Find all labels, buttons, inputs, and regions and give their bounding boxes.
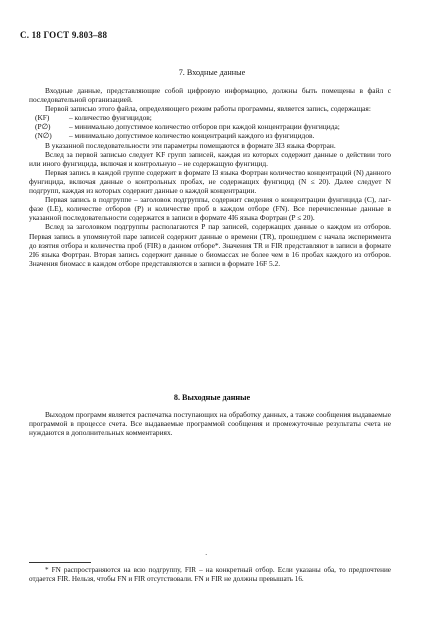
footnote-text: * FN распространяются на всю подгруппу, FIR – на конкретный отбор. Если указаны оба, то предпочтение отдается FIR. Нельзя, чтобы FN и FIR отсутствовали. FN и FIR не должны превышать 16. xyxy=(29,566,391,584)
paragraph: Первой записью этого файла, определяющего режим работы программы, является запись, содержащая: xyxy=(45,104,371,114)
list-item-desc: – минимально допустимое количество отборов при каждой концентрации фунгицида; xyxy=(69,122,340,132)
list-item-key: (KF) xyxy=(35,113,50,123)
list-item xyxy=(29,131,391,140)
section-8-title: 8. Выходные данные xyxy=(173,393,251,402)
list-item-key: (P∅) xyxy=(35,122,51,132)
paragraph: Вслед за заголовком подгруппы располагаются P пар записей, содержащих данные о каждом из отборов. Первая запись в упомянутой паре записей содержит данные о времени (TR), прошедшем с начала эксперимента до взятия отбора и количества проб (FIR) в данном отборе*. Значения TR и FIR представляют в записи в формате 2I6 языка Фортран. Вторая запись содержит данные о биомассах не более чем в 16 пробах каждого из отборов. Значения биомасс в каждом отборе представляются в записи в формате 16F 5.2. xyxy=(29,222,391,268)
running-header: С. 18 ГОСТ 9.803–88 xyxy=(20,30,108,40)
list-item-desc: – количество фунгицидов; xyxy=(69,113,152,123)
section-7-title: 7. Входные данные xyxy=(178,68,246,77)
paragraph: Выходом программ является распечатка поступающих на обработку данных, а также сообщения выдаваемые программой в процессе счета. Все выдаваемые программой сообщения и промежуточные результаты счета не нуждаются в дополнительных комментариях. xyxy=(29,410,391,438)
page-mark: · xyxy=(205,551,208,559)
paragraph: Первая запись в подгруппе – заголовок подгруппы, содержит сведения о концентрации фунгицида (C), лаг-фазе (LE), количестве отборов (P) и количестве проб в каждом отборе (FN). Все перечисленные данные в указанной последовательности содержатся в записи в формате 4I6 языка Фортран (P ≤ 20). xyxy=(29,195,391,223)
paragraph: Входные данные, представляющие собой цифровую информацию, должны быть помещены в файл с последовательной организацией. xyxy=(29,86,391,105)
list-item xyxy=(29,122,391,131)
paragraph: Первая запись в каждой группе содержит в формате I3 языка Фортран количество концентраций (N) данного фунгицида, включая данные о контрольных пробах, не содержащих фунгицид (N ≤ 20). Далее следует N подгрупп, каждая из которых содержит данные о каждой концентрации. xyxy=(29,167,391,196)
list-item xyxy=(29,113,391,122)
list-item-desc: – минимально допустимое количество концентраций каждого из фунгицидов. xyxy=(69,131,315,141)
footnote-rule xyxy=(29,562,91,563)
paragraph: В указанной последовательности эти параметры помещаются в формате 3I3 языка Фортран. xyxy=(45,140,336,150)
list-item-key: (N∅) xyxy=(35,131,52,141)
footnote xyxy=(29,566,391,585)
parameter-list xyxy=(29,113,391,140)
paragraph: Вслед за первой записью следует KF групп записей, каждая из которых содержит данные о действии того или иного фунгицида, включая и контрольную – не содержащую фунгицид. xyxy=(29,149,391,168)
section-8-body xyxy=(29,410,391,437)
section-7-body xyxy=(29,86,391,268)
